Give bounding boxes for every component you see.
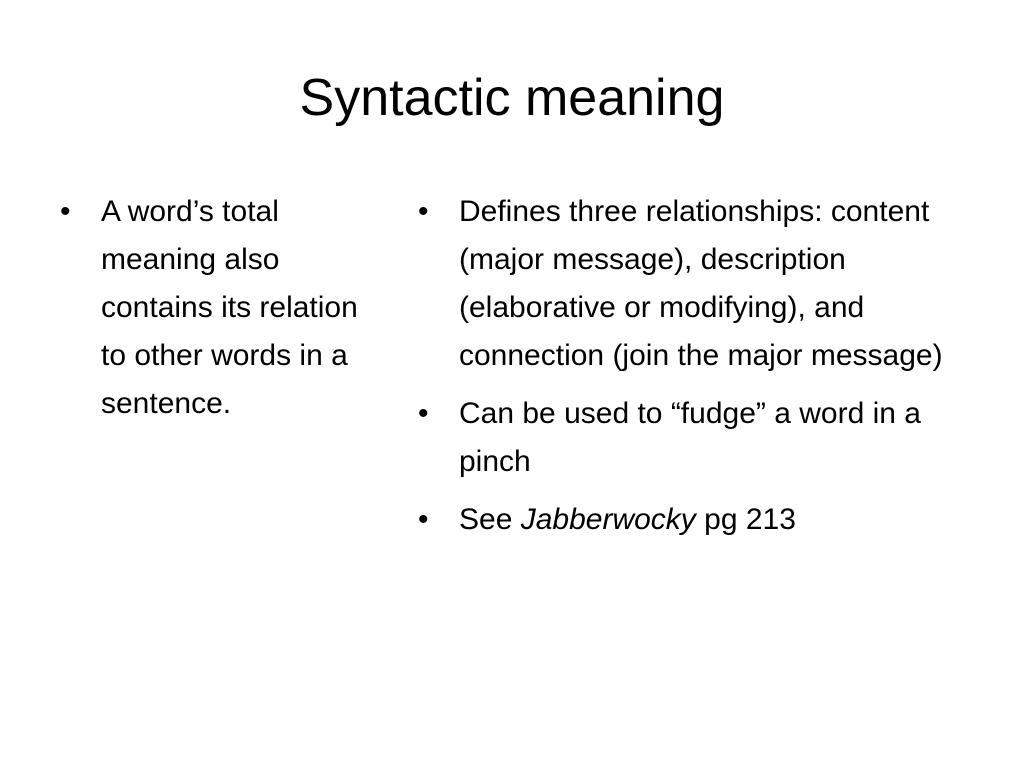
bullet-item	[416, 188, 976, 380]
slide-title: Syntactic meaning	[299, 69, 725, 127]
left-bullet-list	[58, 188, 388, 438]
right-bullet-list	[416, 188, 976, 554]
book-title-text: Jabberwocky	[520, 503, 696, 536]
bullet-icon: •	[418, 397, 429, 430]
bullet-item	[416, 496, 976, 544]
see-prefix-text: See	[459, 503, 521, 536]
bullet-icon: •	[418, 503, 429, 536]
bullet-icon: •	[60, 195, 71, 228]
bullet-icon: •	[418, 195, 429, 228]
bullet-text: Can be used to “fudge” a word in a pinch	[459, 397, 921, 478]
bullet-text: Defines three relationships: content (major message), description (elaborative or modifying), and connection (join the major message)	[459, 195, 943, 372]
bullet-item	[58, 188, 388, 428]
page-reference-text: pg 213	[695, 503, 796, 536]
bullet-item	[416, 390, 976, 486]
bullet-text: A word’s total meaning also contains its relation to other words in a sentence.	[101, 195, 358, 420]
